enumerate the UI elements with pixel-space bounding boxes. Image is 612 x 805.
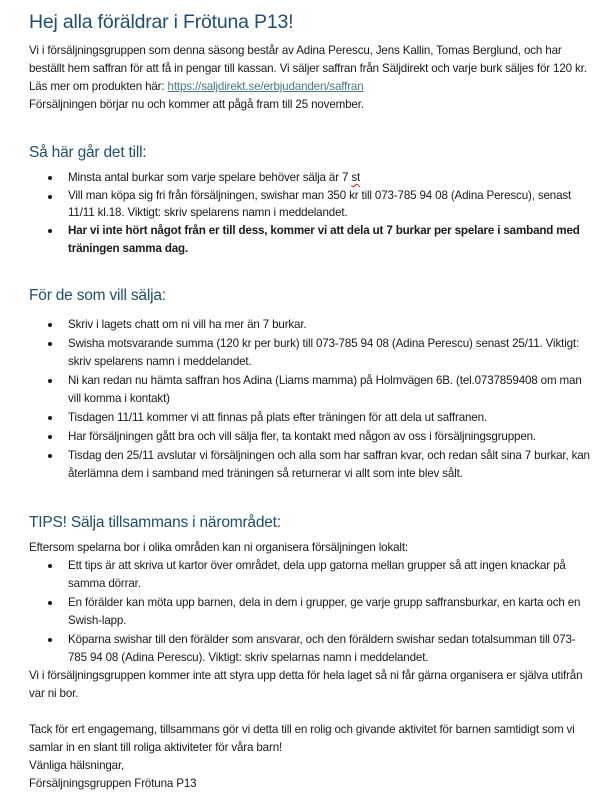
list-item: Har försäljningen gått bra och vill sälja fler, ta kontakt med någon av oss i försäljningsgruppen.	[68, 428, 592, 446]
list-item: Vill man köpa sig fri från försäljningen, swishar man 350 kr till 073-785 94 08 (Adina Perescu), senast 11/11 kl.18. Viktigt: skriv spelarens namn i meddelandet.	[68, 188, 592, 221]
spellcheck-flagged-word[interactable]: st	[351, 171, 361, 184]
intro-text: Vi i försäljningsgruppen som denna säsong består av Adina Perescu, Jens Kallin, Tomas Berglund, och har beställt hem saffran för att få in pengar till kassan. Vi säljer saffran från Säljdirekt och varje burk säljes för 120 kr. Läs mer om produkten här:	[29, 44, 587, 93]
section-heading-tips: TIPS! Sälja tillsammans i närområdet:	[29, 514, 281, 531]
list-item: En förälder kan möta upp barnen, dela in dem i grupper, ge varje grupp saffransburkar, en karta och en Swish-lapp.	[68, 594, 592, 630]
list-item: Har vi inte hört något från er till dess, kommer vi att dela ut 7 burkar per spelare i samband med träningen samma dag.	[68, 222, 592, 258]
list-item: Minsta antal burkar som varje spelare behöver sälja är 7 st	[68, 169, 592, 187]
section-heading-sell: För de som vill sälja:	[29, 287, 166, 304]
signature: Försäljningsgruppen Frötuna P13	[29, 777, 197, 790]
list-item: Tisdag den 25/11 avslutar vi försäljningen och alla som har saffran kvar, och redan sålt sina 7 burkar, kan återlämna dem i samband med träningen så returnerar vi allt som inte blev sålt.	[68, 447, 592, 483]
page-title: Hej alla föräldrar i Frötuna P13!	[29, 11, 294, 33]
sell-list	[29, 316, 592, 483]
how-list	[29, 169, 592, 258]
list-item: Köparna swishar till den förälder som ansvarar, och den föräldern swishar sedan totalsumman till 073-785 94 08 (Adina Perescu). Viktigt: skriv spelarnas namn i meddelandet.	[68, 631, 592, 667]
list-item: Ett tips är att skriva ut kartor över området, dela upp gatorna mellan grupper så att ingen knackar på samma dörrar.	[68, 557, 592, 593]
section-heading-how: Så här går det till:	[29, 144, 147, 161]
intro-paragraph	[29, 42, 592, 96]
list-item: Swisha motsvarande summa (120 kr per burk) till 073-785 94 08 (Adina Perescu) senast 25/11. Viktigt: skriv spelarens namn i meddelandet.	[68, 335, 592, 371]
tips-list	[29, 557, 592, 667]
list-item: Skriv i lagets chatt om ni vill ha mer än 7 burkar.	[68, 316, 592, 334]
product-link[interactable]: https://saljdirekt.se/erbjudanden/saffran	[167, 80, 364, 93]
thanks-paragraph: Tack för ert engagemang, tillsammans gör vi detta till en rolig och givande aktivitet för barnen samtidigt som vi samlar in en slant till roliga aktiviteter för våra barn!	[29, 723, 575, 754]
sales-period-text: Försäljningen börjar nu och kommer att pågå fram till 25 november.	[29, 98, 364, 111]
greeting: Vänliga hälsningar,	[29, 759, 125, 772]
list-item: Ni kan redan nu hämta saffran hos Adina (Liams mamma) på Holmvägen 6B. (tel.0737859408 om man vill komma i kontakt)	[68, 372, 592, 408]
list-item: Tisdagen 11/11 kommer vi att finnas på plats efter träningen för att dela ut saffranen.	[68, 409, 592, 427]
tips-intro: Eftersom spelarna bor i olika områden kan ni organisera försäljningen lokalt:	[29, 541, 408, 554]
tips-outro: Vi i försäljningsgruppen kommer inte att styra upp detta för hela laget så ni får gärna organisera er själva utifrån var ni bor.	[29, 669, 583, 700]
